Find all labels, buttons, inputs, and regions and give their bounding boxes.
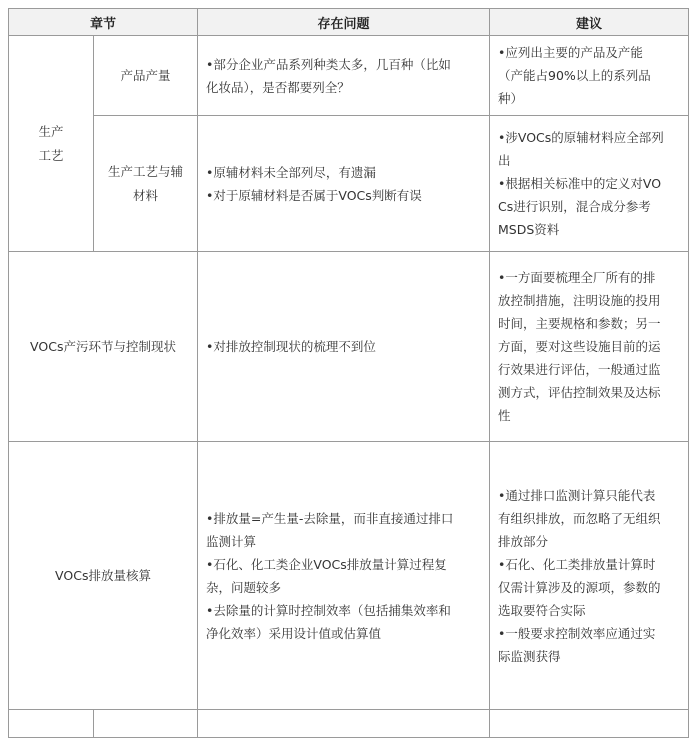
issues-cell [198,116,490,252]
suggestion-line: MSDS资料 [498,222,560,237]
chapter-sub-line: 材料 [133,187,159,203]
suggestions-cell [490,252,689,442]
issues-cell [198,442,490,710]
issue-line: •原辅材料未全部列尽，有遗漏 [206,164,376,180]
header-suggestions: 建议 [490,9,689,36]
suggestion-line: •一般要求控制效率应通过实 [498,625,656,641]
issue-line: 净化效率）采用设计值或估算值 [206,625,382,641]
suggestion-line: •一方面要梳理全厂所有的排 [498,270,656,285]
suggestion-line: Cs进行识别，混合成分参考 [498,199,651,214]
chapter-group-line: 工艺 [38,147,64,163]
table-row [9,252,689,442]
chapter-section-cell: VOCs排放量核算 [9,442,198,710]
issue-line: •石化、化工类企业VOCs排放量计算过程复 [206,556,447,572]
issue-line: •去除量的计算时控制效率（包括捕集效率和 [206,602,451,618]
chapter-sub-cell [94,36,198,116]
table-header-row [9,9,689,36]
header-chapter: 章节 [9,9,198,36]
issues-cell [198,252,490,442]
suggestion-line: 行效果进行评估，一般通过监 [498,362,661,377]
issue-line: 化妆品），是否都要列全？ [206,79,350,95]
issue-line: 监测计算 [206,533,257,549]
suggestion-line: 出 [498,153,511,168]
suggestion-line: •石化、化工类排放量计算时 [498,556,656,572]
suggestion-line: •涉VOCs的原辅材料应全部列 [498,130,664,145]
issues-cell [198,36,490,116]
issue-line: •对排放控制现状的梳理不到位 [206,339,376,354]
issue-line: •对于原辅材料是否属于VOCs判断有误 [206,187,422,203]
suggestion-line: •通过排口监测计算只能代表 [498,487,656,503]
issue-line: •部分企业产品系列种类太多，几百种（比如 [206,56,451,72]
chapter-group-cell [9,36,94,252]
suggestions-cell [490,442,689,710]
suggestion-line: （产能占90%以上的系列品 [498,68,651,83]
suggestion-line: 际监测获得 [498,648,561,664]
suggestions-cell [490,36,689,116]
table-row [9,36,689,116]
table-row [9,442,689,710]
issue-line: 杂，问题较多 [206,579,282,595]
chapter-sub-line: 生产工艺与辅 [108,163,184,179]
suggestion-line: 测方式，评估控制效果及达标 [498,385,661,400]
suggestion-line: •根据相关标准中的定义对VO [498,176,662,191]
chapter-group-line: 生产 [38,123,64,139]
chapter-sub-cell [94,116,198,252]
header-issues: 存在问题 [198,9,490,36]
issue-line: •排放量=产生量-去除量，而非直接通过排口 [206,510,454,526]
suggestion-line: 有组织排放，而忽略了无组织 [498,510,661,526]
chapter-sub-line: 产品产量 [120,67,171,83]
suggestion-line: 排放部分 [498,533,549,549]
suggestions-cell [490,116,689,252]
suggestion-line: 选取要符合实际 [498,602,586,618]
suggestion-line: •应列出主要的产品及产能 [498,45,643,60]
table-row [9,116,689,252]
suggestion-line: 放控制措施，注明设施的投用 [498,293,661,308]
suggestion-line: 时间，主要规格和参数；另一 [498,316,661,331]
chapter-section-cell: VOCs产污环节与控制现状 [9,252,198,442]
policy-table [8,8,689,738]
suggestion-line: 方面，要对这些设施目前的运 [498,339,661,354]
suggestion-line: 仅需计算涉及的源项，参数的 [498,579,661,595]
suggestion-line: 性 [498,408,511,423]
suggestion-line: 种） [498,91,524,106]
